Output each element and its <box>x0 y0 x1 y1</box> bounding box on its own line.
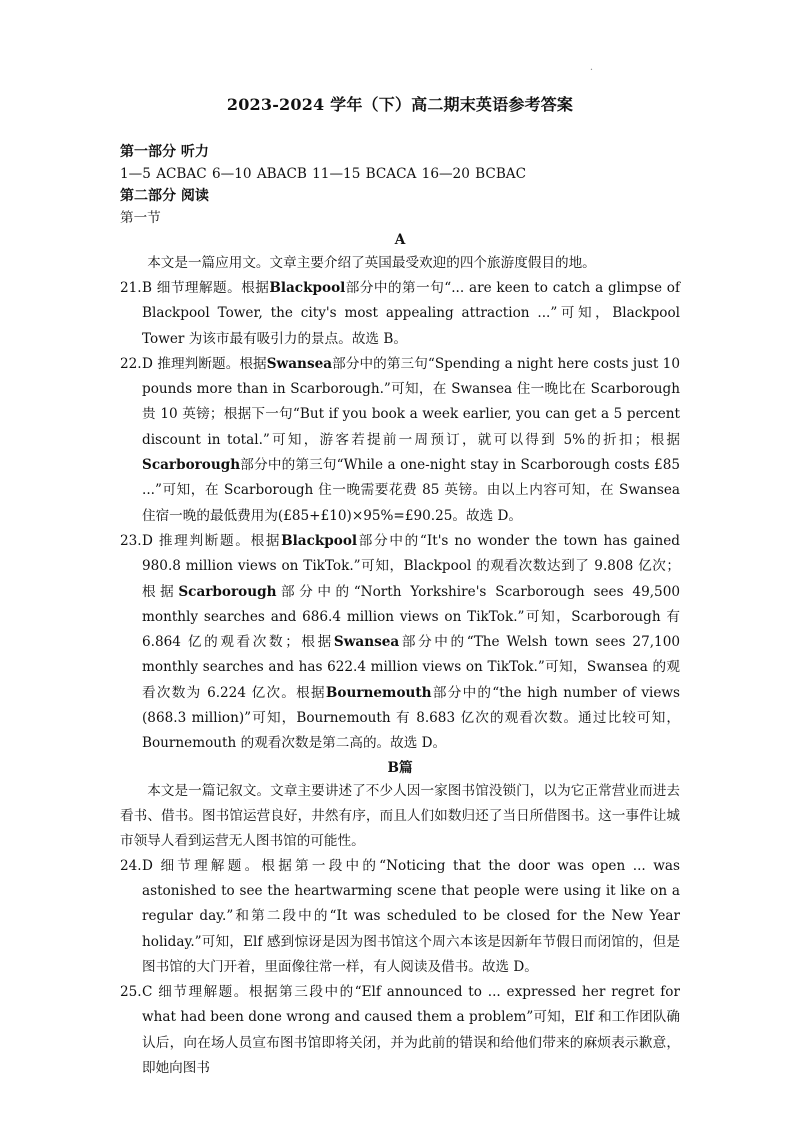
part1-heading: 第一部分 听力 <box>120 144 209 160</box>
bold-keyword: Swansea <box>333 634 400 651</box>
question-explanation: D 细节理解题。根据第一段中的“Noticing that the door was open ... was astonished to see the heartwarming scene that people were using it like on a regular day.”和第二段中的“It was scheduled to be closed for the New Year holiday.”可知，Elf 感到惊讶是因为图书馆这个周六本该是因新年节假日而闭馆的，但是图书馆的大门开着，里面像往常一样，有人阅读及借书。故选 D。 <box>142 857 680 975</box>
question-number: 25. <box>120 984 142 1001</box>
text: B 细节理解题。根据 <box>142 280 270 296</box>
question-explanation <box>142 529 680 757</box>
question-21 <box>120 276 680 352</box>
text: 部分中的“It's no wonder the town has gained 980.8 million views on TikTok.”可知，Blackpool 的观看次数达到了 9.808 亿次；根据 <box>142 532 680 600</box>
bold-keyword: Scarborough <box>178 583 277 600</box>
question-24 <box>120 854 680 980</box>
question-number: 22. <box>120 355 142 372</box>
passage-a-intro: 本文是一篇应用文。文章主要介绍了英国最受欢迎的四个旅游度假目的地。 <box>147 255 596 271</box>
text: 部分中的“the high number of views (868.3 million)”可知，Bournemouth 有 8.683 亿次的观看次数。通过比较可知，Bournemouth 的观看次数是第二高的。故选 D。 <box>142 684 680 752</box>
question-explanation <box>142 276 680 352</box>
question-number: 23. <box>120 532 142 549</box>
question-explanation <box>142 352 680 529</box>
question-explanation: C 细节理解题。根据第三段中的“Elf announced to ... expressed her regret for what had been done wrong and caused them a problem”可知，Elf 和工作团队确认后，向在场人员宣布图书馆即将关闭，并为此前的错误和给他们带来的麻烦表示歉意，即她向图书 <box>142 984 680 1077</box>
section-label: 第一节 <box>120 210 161 226</box>
question-number: 21. <box>120 280 142 296</box>
part2-heading: 第二部分 阅读 <box>120 188 209 204</box>
text: 部分中的“North Yorkshire's Scarborough sees 49,500 monthly searches and 686.4 million views on TikTok.”可知，Scarborough 有 6.864 亿的观看次数；根据 <box>142 583 681 651</box>
passage-b-label: B篇 <box>387 759 413 776</box>
passage-a-label: A <box>394 232 406 248</box>
bold-keyword: Blackpool <box>281 532 358 549</box>
text: 部分中的“The Welsh town sees 27,100 monthly searches and has 622.4 million views on TikTok.”可知，Swansea 的观看次数为 6.224 亿次。根据 <box>142 634 680 701</box>
listening-answers: 1—5 ACBAC 6—10 ABACB 11—15 BCACA 16—20 BCBAC <box>120 166 527 182</box>
page-title: 2023-2024 学年（下）高二期末英语参考答案 <box>226 95 574 114</box>
text: 部分中的第一句“... are keen to catch a glimpse of Blackpool Tower, the city's most appealing attraction ...”可知，Blackpool Tower 为该市最有吸引力的景点。故选 B。 <box>142 280 681 347</box>
text: 部分中的第三句“While a one-night stay in Scarborough costs £85 ...”可知，在 Scarborough 住一晚需要花费 85 英镑。由以上内容可知，在 Swansea 住宿一晚的最低费用为(£85+£10)×95%=£90.25。故选 D。 <box>142 457 680 524</box>
text: D 推理判断题。根据 <box>142 532 282 549</box>
question-22 <box>120 352 680 529</box>
bold-keyword: Bournemouth <box>325 684 432 701</box>
bold-keyword: Scarborough <box>142 457 241 474</box>
question-23 <box>120 529 680 757</box>
corner-mark: . <box>589 62 593 73</box>
question-number: 24. <box>120 857 142 874</box>
question-25 <box>120 980 680 1081</box>
text: 部分中的第三句“Spending a night here costs just 10 pounds more than in Scarborough.”可知，在 Swansea 住一晚比在 Scarborough 贵 10 英镑；根据下一句“But if you book a week earlier, you can get a 5 percent discount in total.”可知，游客若提前一周预订，就可以得到 5%的折扣；根据 <box>142 355 680 448</box>
passage-b-intro: 本文是一篇记叙文。文章主要讲述了不少人因一家图书馆没锁门，以为它正常营业而进去看书、借书。图书馆运营良好，井然有序，而且人们如数归还了当日所借图书。这一事件让城市领导人看到运营无人图书馆的可能性。 <box>120 782 680 849</box>
answer-key-page <box>120 92 680 1081</box>
text: D 推理判断题。根据 <box>142 355 267 372</box>
bold-keyword: Swansea <box>266 355 333 372</box>
bold-keyword: Blackpool <box>269 280 346 296</box>
